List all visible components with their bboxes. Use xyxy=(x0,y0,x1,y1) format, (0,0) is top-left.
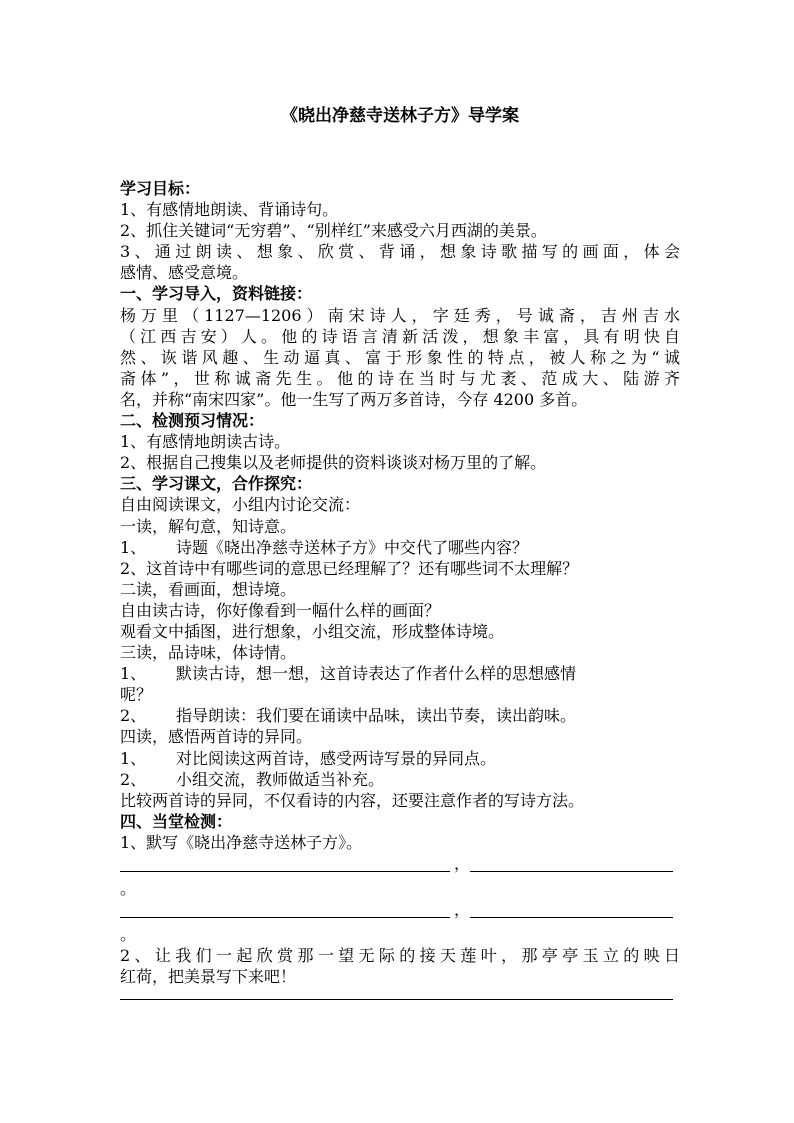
item-text: 指导朗读：我们要在诵读中品味，读出节奏，读出韵味。 xyxy=(176,706,577,726)
goals-heading: 学习目标： xyxy=(120,179,201,198)
list-item xyxy=(120,705,680,726)
goal-item: 2、抓住关键词“无穷碧”、“别样红”来感受六月西湖的美景。 xyxy=(120,221,547,241)
section-heading: 三、学习课文，合作探究： xyxy=(120,474,313,494)
answer-blank[interactable] xyxy=(120,917,450,918)
answer-blank-row xyxy=(120,899,680,924)
subheading: 三读，品诗味，体诗情。 xyxy=(120,643,297,663)
subheading: 一读，解句意，知诗意。 xyxy=(120,516,297,536)
answer-blank[interactable] xyxy=(470,917,673,918)
item-number: 2、 xyxy=(120,769,147,789)
paragraph-line: 杨万里（1127—1206）南宋诗人，字廷秀，号诚斋，吉州吉水 xyxy=(120,305,680,325)
list-item xyxy=(120,769,680,790)
goal-item: 1、有感情地朗读、背诵诗句。 xyxy=(120,200,339,220)
item-text: 对比阅读这两首诗，感受两诗写景的异同点。 xyxy=(176,748,497,768)
list-item xyxy=(120,663,680,684)
paragraph-line: 然、诙谐风趣、生动逼真、富于形象性的特点，被人称之为“诚 xyxy=(120,347,680,367)
item-number: 1、 xyxy=(120,537,147,557)
answer-line xyxy=(120,987,680,1011)
list-item: 2、让我们一起欣赏那一望无际的接天莲叶，那亭亭玉立的映日 xyxy=(120,946,680,965)
blank-comma: ， xyxy=(454,900,471,919)
section-heading: 二、检测预习情况： xyxy=(120,411,265,431)
list-item: 2、根据自己搜集以及老师提供的资料谈谈对杨万里的了解。 xyxy=(120,453,547,473)
document-body xyxy=(120,178,680,1011)
paragraph-line: 自由读古诗，你好像看到一幅什么样的画面？ xyxy=(120,600,441,620)
item-number: 1、 xyxy=(120,748,147,768)
item-text: 小组交流，教师做适当补充。 xyxy=(176,769,385,789)
list-item xyxy=(120,537,680,558)
section-heading: 四、当堂检测： xyxy=(120,811,233,831)
list-item xyxy=(120,748,680,769)
goal-item: 3、通过朗读、想象、欣赏、背诵，想象诗歌描写的画面，体会 xyxy=(120,242,680,262)
blank-period: 。 xyxy=(120,925,137,944)
blank-period: 。 xyxy=(120,879,137,898)
answer-blank[interactable] xyxy=(120,871,450,872)
list-item: 红荷，把美景写下来吧！ xyxy=(120,967,297,987)
paragraph-line: 自由阅读课文，小组内讨论交流： xyxy=(120,495,361,515)
item-text: 诗题《晓出净慈寺送林子方》中交代了哪些内容？ xyxy=(176,537,529,557)
section-heading: 一、学习导入，资料链接： xyxy=(120,284,313,304)
list-item: 1、有感情地朗读古诗。 xyxy=(120,432,291,452)
paragraph-line: 斋体”，世称诚斋先生。他的诗在当时与尤袤、范成大、陆游齐 xyxy=(120,368,680,388)
paragraph-line: 比较两首诗的异同，不仅看诗的内容，还要注意作者的写诗方法。 xyxy=(120,790,585,810)
answer-blank[interactable] xyxy=(120,999,673,1000)
paragraph-line: 名，并称“南宋四家”。他一生写了两万多首诗，今存 4200 多首。 xyxy=(120,389,588,409)
paragraph-line: 呢？ xyxy=(120,685,153,705)
blank-comma: ， xyxy=(454,854,471,873)
item-number: 1、 xyxy=(120,664,147,684)
subheading: 二读，看画面，想诗境。 xyxy=(120,579,297,599)
answer-blank-row xyxy=(120,853,680,878)
answer-blank[interactable] xyxy=(470,871,673,872)
document-title: 《晓出净慈寺送林子方》导学案 xyxy=(281,106,519,126)
subheading: 四读，感悟两首诗的异同。 xyxy=(120,727,313,747)
item-number: 2、 xyxy=(120,706,147,726)
paragraph-line: （江西吉安）人。他的诗语言清新活泼，想象丰富，具有明快自 xyxy=(120,326,680,346)
item-text: 默读古诗，想一想，这首诗表达了作者什么样的思想感情 xyxy=(176,664,577,684)
paragraph-line: 观看文中插图，进行想象，小组交流，形成整体诗境。 xyxy=(120,621,505,641)
list-item: 2、这首诗中有哪些词的意思已经理解了？还有哪些词不太理解？ xyxy=(120,558,579,578)
list-item: 1、默写《晓出净慈寺送林子方》。 xyxy=(120,832,363,852)
goal-item: 感情、感受意境。 xyxy=(120,263,249,283)
